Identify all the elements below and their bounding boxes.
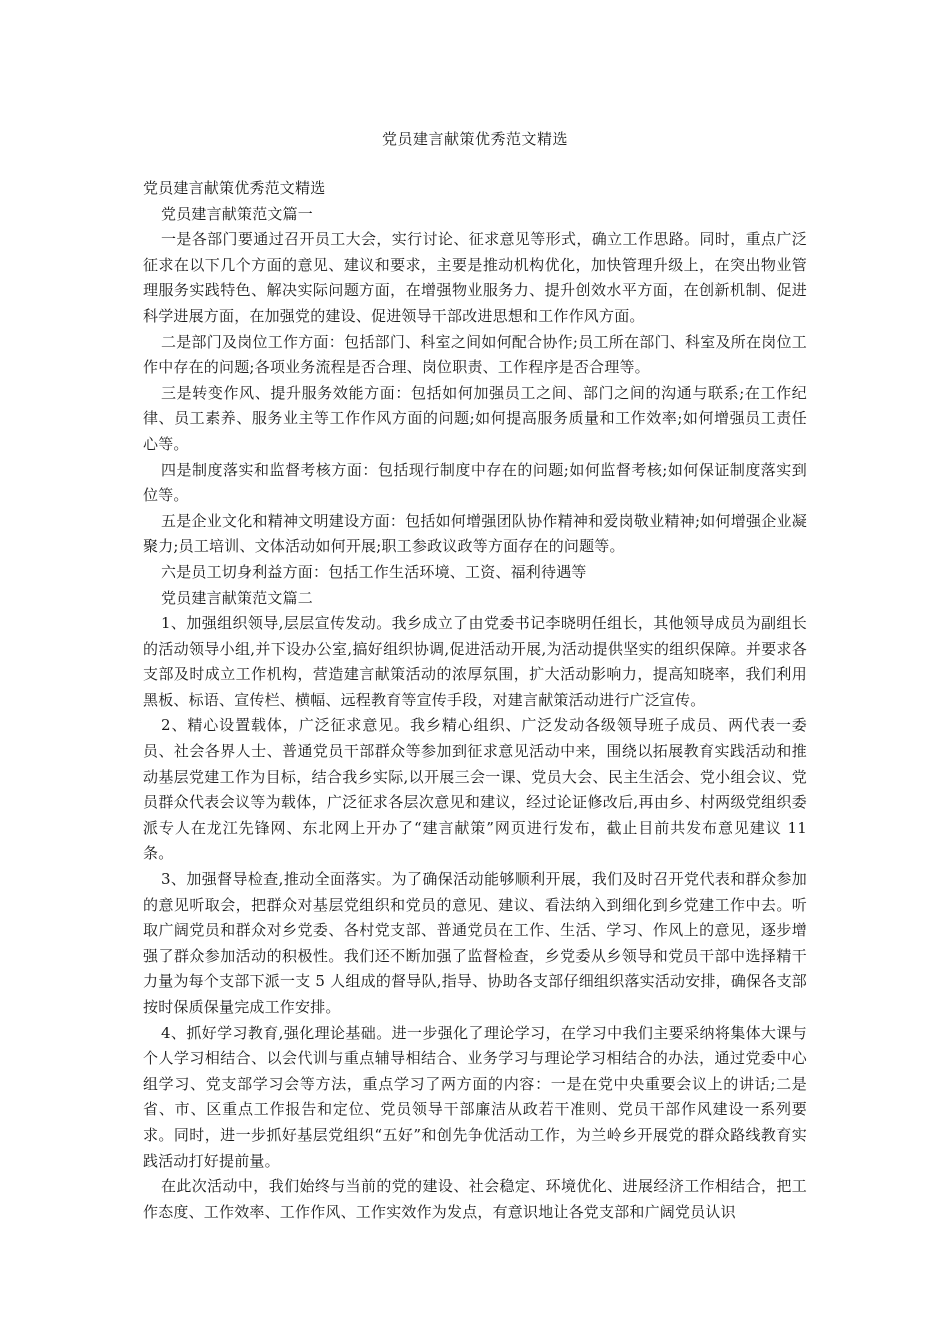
section-heading-2: 党员建言献策范文篇二 xyxy=(161,588,314,607)
paragraph: 五是企业文化和精神文明建设方面：包括如何增强团队协作精神和爱岗敬业精神;如何增强企业凝聚力;员工培训、文体活动如何开展;职工参政议政等方面存在的问题等。 xyxy=(143,511,807,556)
paragraph: 3、加强督导检查,推动全面落实。为了确保活动能够顺利开展，我们及时召开党代表和群众参加的意见听取会，把群众对基层党组织和党员的意见、建议、看法纳入到细化到乡党建工作中去。听取广阔党员和群众对乡党委、各村党支部、普通党员在工作、生活、学习、作风上的意见，逐步增强了群众参加活动的积极性。我们还不断加强了监督检查，乡党委从乡领导和党员干部中选择精干力量为每个支部下派一支 5 人组成的督导队,指导、协助各支部仔细组织落实活动安排，确保各支部按时保质保量完成工作安排。 xyxy=(143,870,807,1016)
body-heading: 党员建言献策优秀范文精选 xyxy=(143,179,326,197)
paragraph: 六是员工切身利益方面：包括工作生活环境、工资、福利待遇等 xyxy=(161,562,587,581)
paragraph: 三是转变作风、提升服务效能方面：包括如何加强员工之间、部门之间的沟通与联系;在工作纪律、员工素养、服务业主等工作作风方面的问题;如何提高服务质量和工作效率;如何增强员工责任心等。 xyxy=(143,383,807,453)
paragraph: 二是部门及岗位工作方面：包括部门、科室之间如何配合协作;员工所在部门、科室及所在岗位工作中存在的问题;各项业务流程是否合理、岗位职责、工作程序是否合理等。 xyxy=(143,332,807,377)
paragraph: 在此次活动中，我们始终与当前的党的建设、社会稳定、环境优化、进展经济工作相结合，把工作态度、工作效率、工作作风、工作实效作为发点，有意识地让各党支部和广阔党员认识 xyxy=(143,1177,807,1221)
section-heading-1: 党员建言献策范文篇一 xyxy=(161,204,314,223)
document-title: 党员建言献策优秀范文精选 xyxy=(381,130,568,148)
paragraph: 4、抓好学习教育,强化理论基础。进一步强化了理论学习，在学习中我们主要采纳将集体大课与个人学习相结合、以会代训与重点辅导相结合、业务学习与理论学习相结合的办法，通过党委中心组学习、党支部学习会等方法，重点学习了两方面的内容：一是在党中央重要会议上的讲话;二是省、市、区重点工作报告和定位、党员领导干部廉洁从政若干准则、党员干部作风建设一系列要求。同时，进一步抓好基层党组织“五好”和创先争优活动工作，为兰岭乡开展党的群众路线教育实践活动打好提前量。 xyxy=(143,1023,807,1170)
paragraph: 四是制度落实和监督考核方面：包括现行制度中存在的问题;如何监督考核;如何保证制度落实到位等。 xyxy=(143,460,807,505)
paragraph: 1、加强组织领导,层层宣传发动。我乡成立了由党委书记李晓明任组长，其他领导成员为副组长的活动领导小组,并下设办公室,搞好组织协调,促进活动开展,为活动提供坚实的组织保障。并要求各支部及时成立工作机构，营造建言献策活动的浓厚氛围，扩大活动影响力，提高知晓率，我们利用黑板、标语、宣传栏、横幅、远程教育等宣传手段，对建言献策活动进行广泛宣传。 xyxy=(143,614,807,709)
document-body xyxy=(143,176,807,1225)
paragraph: 一是各部门要通过召开员工大会，实行讨论、征求意见等形式，确立工作思路。同时，重点广泛征求在以下几个方面的意见、建议和要求，主要是推动机构优化，加快管理升级上，在突出物业管理服务实践特色、解决实际问题方面，在增强物业服务力、提升创效水平方面，在创新机制、促进科学进展方面，在加强党的建设、促进领导干部改进思想和工作作风方面。 xyxy=(143,230,807,325)
paragraph: 2、精心设置载体，广泛征求意见。我乡精心组织、广泛发动各级领导班子成员、两代表一委员、社会各界人士、普通党员干部群众等参加到征求意见活动中来，围绕以拓展教育实践活动和推动基层党建工作为目标，结合我乡实际,以开展三会一课、党员大会、民主生活会、党小组会议、党员群众代表会议等为载体，广泛征求各层次意见和建议，经过论证修改后,再由乡、村两级党组织委派专人在龙江先锋网、东北网上开办了“建言献策”网页进行发布，截止目前共发布意见建议 11 条。 xyxy=(143,716,807,863)
